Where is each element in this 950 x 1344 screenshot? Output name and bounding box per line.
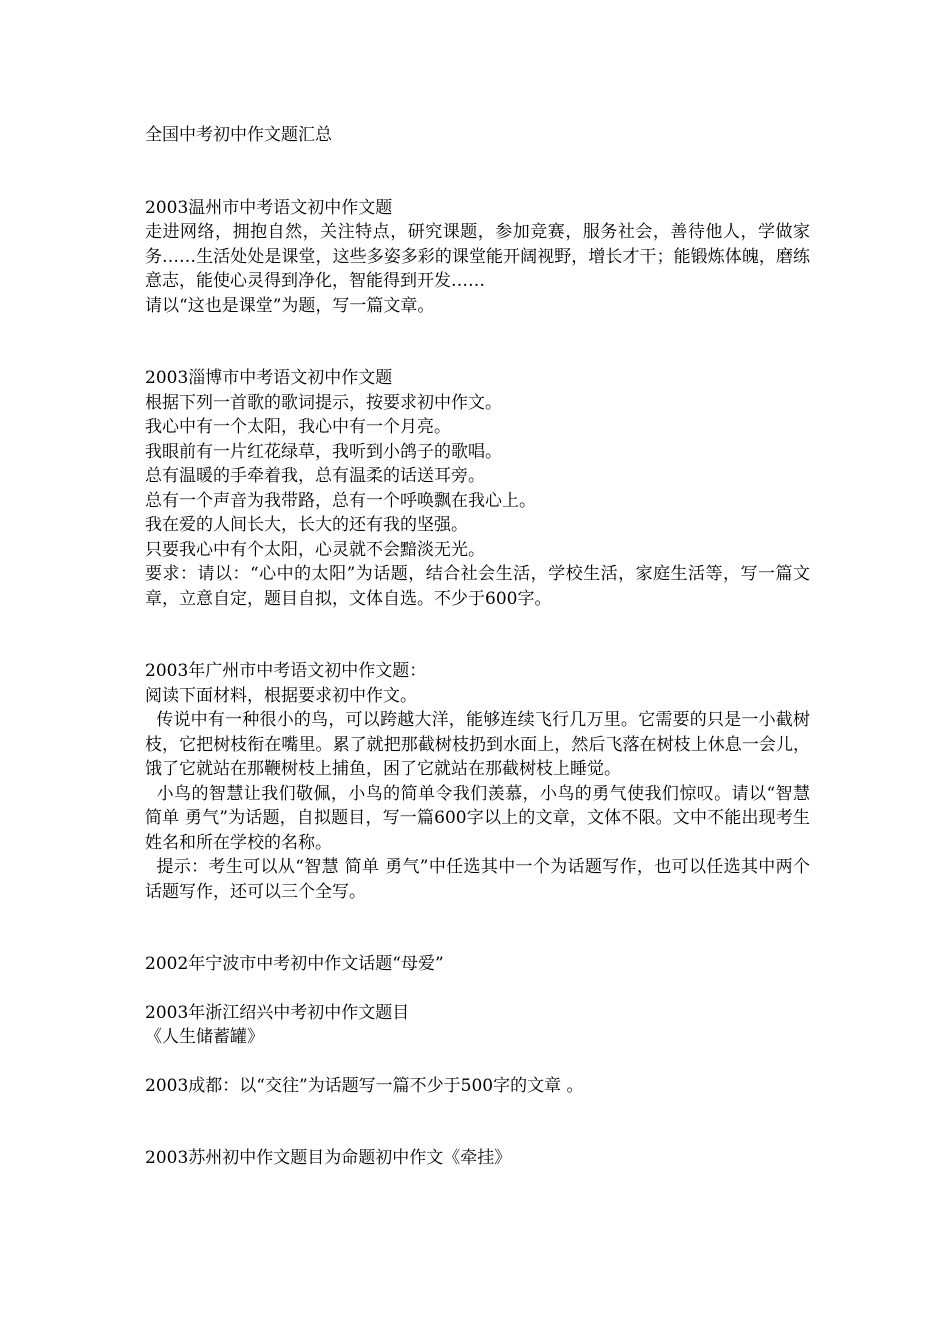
paragraph: 总有一个声音为我带路，总有一个呼唤飘在我心上。 <box>145 490 536 511</box>
section-ningbo <box>145 952 810 977</box>
paragraph: 总有温暖的手牵着我，总有温柔的话送耳旁。 <box>145 466 485 486</box>
section-shaoxing <box>145 1001 810 1050</box>
paragraph: 请以“这也是课堂”为题，写一篇文章。 <box>145 295 435 316</box>
document-title: 全国中考初中作文题汇总 <box>145 125 332 145</box>
paragraph: 只要我心中有个太阳，心灵就不会黯淡无光。 <box>145 539 485 560</box>
paragraph: 《人生储蓄罐》 <box>145 1027 264 1047</box>
section-chengdu <box>145 1074 810 1099</box>
paragraph: 提示：考生可以从“智慧 简单 勇气”中任选其中一个为话题写作，也可以任选其中两个话题写作，还可以三个全写。 <box>145 857 810 902</box>
paragraph: 要求：请以：“心中的太阳”为话题，结合社会生活，学校生活，家庭生活等，写一篇文章，立意自定，题目自拟，文体自选。不少于600字。 <box>145 564 810 609</box>
section-zibo <box>145 366 810 611</box>
paragraph: 传说中有一种很小的鸟，可以跨越大洋，能够连续飞行几万里。它需要的只是一小截树枝，它把树枝衔在嘴里。累了就把那截树枝扔到水面上，然后飞落在树枝上休息一会儿，饿了它就站在那鞭树枝上捕鱼，困了它就站在那截树枝上睡觉。 <box>145 710 811 779</box>
section-heading: 2003温州市中考语文初中作文题 <box>145 197 393 218</box>
paragraph: 根据下列一首歌的歌词提示，按要求初中作文。 <box>145 392 502 413</box>
document-content <box>145 123 816 1219</box>
section-heading: 2003成都：以“交往”为话题写一篇不少于500字的文章 。 <box>145 1075 584 1096</box>
section-heading: 2003淄博市中考语文初中作文题 <box>145 368 393 388</box>
section-suzhou <box>145 1146 810 1171</box>
section-heading: 2003苏州初中作文题目为命题初中作文《牵挂》 <box>145 1148 512 1168</box>
paragraph: 阅读下面材料，根据要求初中作文。 <box>145 685 417 706</box>
section-heading: 2003年广州市中考语文初中作文题： <box>145 661 427 681</box>
section-guangzhou <box>145 659 816 904</box>
paragraph: 我心中有一个太阳，我心中有一个月亮。 <box>145 417 451 437</box>
section-heading: 2002年宁波市中考初中作文话题“母爱” <box>145 954 444 974</box>
paragraph: 走进网络，拥抱自然，关注特点，研究课题，参加竞赛，服务社会，善待他人，学做家务……生活处处是课堂，这些多姿多彩的课堂能开阔视野，增长才干；能锻炼体魄，磨练意志，能使心灵得到净化，智能得到开发…… <box>145 222 810 291</box>
section-heading: 2003年浙江绍兴中考初中作文题目 <box>145 1002 410 1023</box>
paragraph: 小鸟的智慧让我们敬佩，小鸟的简单令我们羡慕，小鸟的勇气使我们惊叹。请以“智慧 简单 勇气”为话题，自拟题目，写一篇600字以上的文章，文体不限。文中不能出现考生姓名和所在学校的名称。 <box>145 783 816 853</box>
section-wenzhou <box>145 196 810 319</box>
paragraph: 我眼前有一片红花绿草，我听到小鸽子的歌唱。 <box>145 441 502 462</box>
paragraph: 我在爱的人间长大，长大的还有我的坚强。 <box>145 515 468 535</box>
